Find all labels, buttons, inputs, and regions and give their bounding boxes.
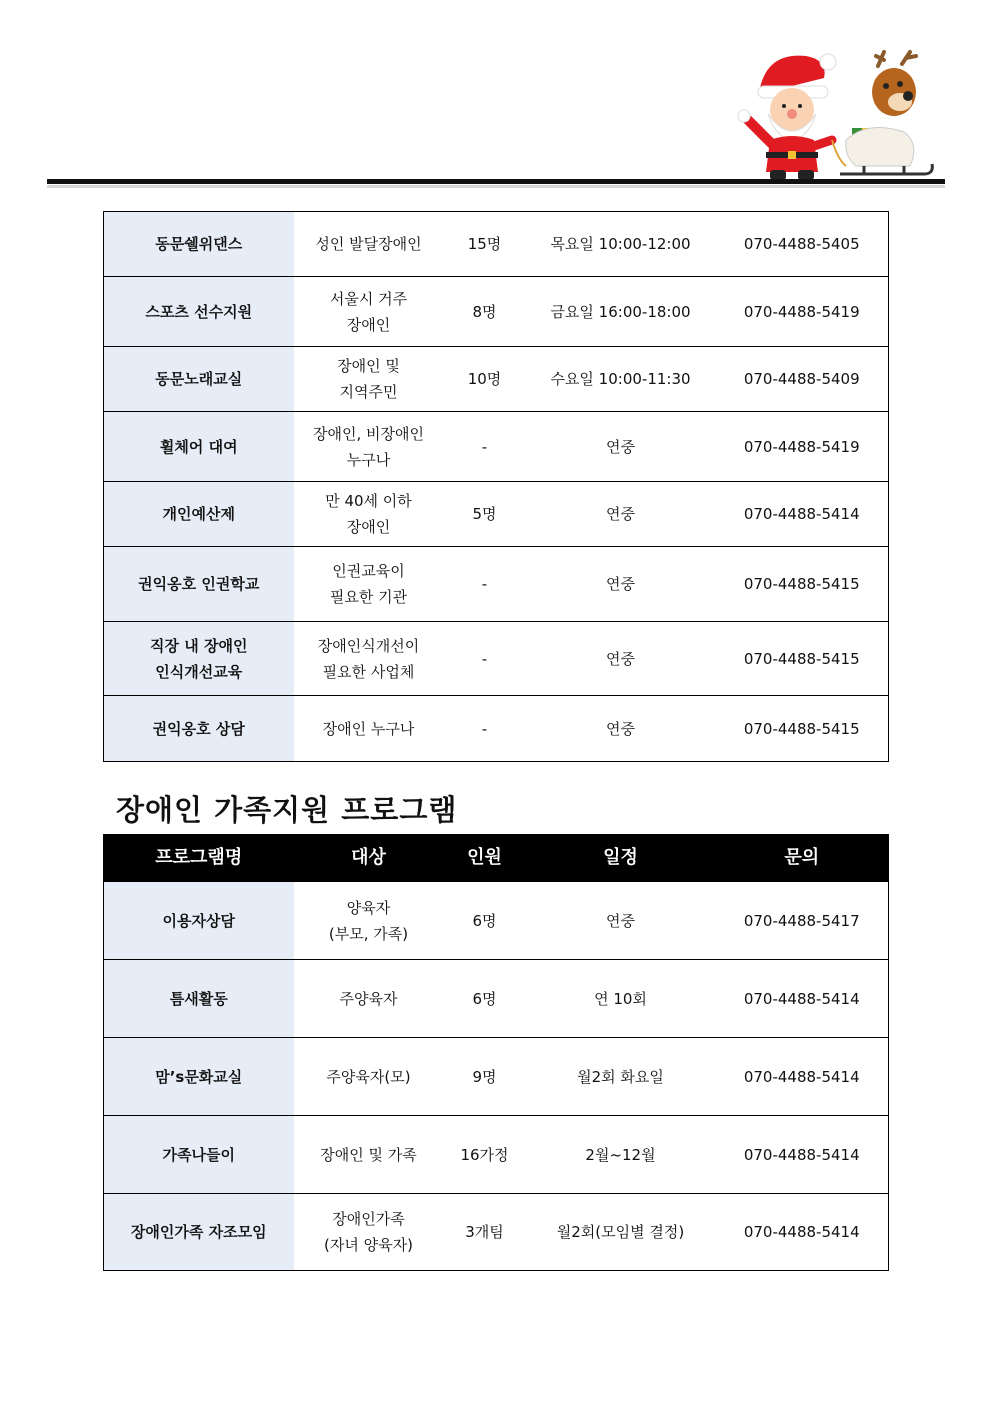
- target-cell: [294, 482, 444, 547]
- target-cell: [294, 696, 444, 762]
- program-name-cell: [104, 277, 294, 347]
- target-cell: [294, 547, 444, 622]
- family-program-table: [103, 834, 889, 1271]
- cell-line: 장애인: [346, 518, 391, 536]
- count-cell: -: [444, 547, 526, 622]
- cell-line: 장애인 및 가족: [320, 1145, 417, 1164]
- count-cell: 16가정: [444, 1116, 526, 1194]
- schedule-cell: 금요일 16:00-18:00: [526, 277, 716, 347]
- cell-line: 인식개선교육: [155, 662, 243, 681]
- cell-line: (자녀 양육자): [324, 1236, 413, 1254]
- section-title: 장애인 가족지원 프로그램: [116, 793, 458, 827]
- cell-line: 장애인가족 자조모임: [130, 1223, 267, 1241]
- schedule-cell: 연중: [526, 412, 716, 482]
- cell-line: 장애인가족: [332, 1210, 405, 1228]
- program-name-cell: [104, 547, 294, 622]
- cell-line: 장애인식개선이: [317, 636, 420, 655]
- reindeer-icon: [840, 52, 932, 174]
- target-cell: [294, 1194, 444, 1271]
- target-cell: [294, 412, 444, 482]
- program-name-cell: [104, 696, 294, 762]
- schedule-cell: 연중: [526, 482, 716, 547]
- program-name-cell: [104, 212, 294, 277]
- contact-cell: 070-4488-5414: [716, 1038, 889, 1116]
- contact-cell: 070-4488-5409: [716, 347, 889, 412]
- schedule-cell: 연 10회: [526, 960, 716, 1038]
- contact-cell: 070-4488-5405: [716, 212, 889, 277]
- contact-cell: 070-4488-5419: [716, 412, 889, 482]
- table-row: [104, 347, 889, 412]
- header-schedule: 일정: [526, 835, 716, 882]
- table-row: [104, 1038, 889, 1116]
- cell-line: 주양육자(모): [326, 1067, 411, 1086]
- table-row: [104, 482, 889, 547]
- cell-line: 가족나들이: [162, 1145, 235, 1164]
- program-name-cell: [104, 347, 294, 412]
- program-name-cell: [104, 882, 294, 960]
- table-row: [104, 622, 889, 696]
- program-name-cell: [104, 1116, 294, 1194]
- header-count: 인원: [444, 835, 526, 882]
- contact-cell: 070-4488-5415: [716, 622, 889, 696]
- target-cell: [294, 960, 444, 1038]
- contact-cell: 070-4488-5415: [716, 547, 889, 622]
- schedule-cell: 연중: [526, 882, 716, 960]
- count-cell: 9명: [444, 1038, 526, 1116]
- count-cell: 6명: [444, 882, 526, 960]
- program-name-cell: [104, 412, 294, 482]
- schedule-cell: 월2회(모임별 결정): [526, 1194, 716, 1271]
- cell-line: 지역주민: [339, 383, 398, 401]
- table-row: [104, 882, 889, 960]
- header-contact: 문의: [716, 835, 889, 882]
- target-cell: [294, 1038, 444, 1116]
- schedule-cell: 수요일 10:00-11:30: [526, 347, 716, 412]
- target-cell: [294, 882, 444, 960]
- contact-cell: 070-4488-5419: [716, 277, 889, 347]
- schedule-cell: 연중: [526, 696, 716, 762]
- cell-line: 장애인 누구나: [322, 719, 415, 738]
- cell-line: 권익옹호 인권학교: [138, 575, 260, 593]
- cell-line: 필요한 기관: [329, 588, 408, 606]
- cell-line: 동문노래교실: [155, 370, 243, 388]
- cell-line: 직장 내 장애인: [150, 636, 248, 655]
- program-name-cell: [104, 960, 294, 1038]
- cell-line: 양육자: [346, 898, 391, 917]
- target-cell: [294, 347, 444, 412]
- cell-line: 권익옹호 상담: [152, 719, 245, 738]
- cell-line: 주양육자: [339, 989, 398, 1008]
- count-cell: 15명: [444, 212, 526, 277]
- target-cell: [294, 622, 444, 696]
- cell-line: 서울시 거주: [329, 289, 408, 308]
- count-cell: 3개팀: [444, 1194, 526, 1271]
- schedule-cell: 연중: [526, 622, 716, 696]
- cell-line: 휠체어 대여: [159, 437, 238, 456]
- schedule-cell: 목요일 10:00-12:00: [526, 212, 716, 277]
- header-program-name: 프로그램명: [104, 835, 294, 882]
- contact-cell: 070-4488-5414: [716, 960, 889, 1038]
- cell-line: 틈새활동: [169, 989, 228, 1008]
- cell-line: 동문쉘위댄스: [155, 235, 243, 253]
- table-header-row: [104, 835, 889, 882]
- table-row: [104, 696, 889, 762]
- target-cell: [294, 1116, 444, 1194]
- contact-cell: 070-4488-5415: [716, 696, 889, 762]
- header-target: 대상: [294, 835, 444, 882]
- cell-line: 만 40세 이하: [325, 492, 412, 510]
- program-name-cell: [104, 1194, 294, 1271]
- count-cell: 6명: [444, 960, 526, 1038]
- cell-line: 성인 발달장애인: [315, 235, 422, 253]
- cell-line: 장애인, 비장애인: [313, 424, 424, 443]
- cell-line: 이용자상담: [162, 911, 235, 930]
- target-cell: [294, 212, 444, 277]
- count-cell: 5명: [444, 482, 526, 547]
- contact-cell: 070-4488-5417: [716, 882, 889, 960]
- program-name-cell: [104, 622, 294, 696]
- santa-icon: [738, 54, 836, 180]
- program-table: [103, 211, 889, 762]
- table-row: [104, 212, 889, 277]
- table-row: [104, 547, 889, 622]
- header-divider-shadow: [47, 185, 945, 188]
- program-name-cell: [104, 1038, 294, 1116]
- target-cell: [294, 277, 444, 347]
- cell-line: (부모, 가족): [328, 924, 409, 943]
- table-row: [104, 412, 889, 482]
- table-row: [104, 277, 889, 347]
- contact-cell: 070-4488-5414: [716, 1194, 889, 1271]
- cell-line: 스포츠 선수지원: [145, 302, 253, 321]
- cell-line: 장애인 및: [337, 357, 400, 375]
- cell-line: 장애인: [346, 315, 391, 334]
- schedule-cell: 월2회 화요일: [526, 1038, 716, 1116]
- contact-cell: 070-4488-5414: [716, 1116, 889, 1194]
- table-row: [104, 1116, 889, 1194]
- count-cell: 10명: [444, 347, 526, 412]
- program-name-cell: [104, 482, 294, 547]
- santa-and-reindeer-icon: [728, 48, 948, 184]
- cell-line: 필요한 사업체: [322, 662, 415, 681]
- cell-line: 인권교육이: [332, 562, 405, 580]
- cell-line: 개인예산제: [162, 505, 235, 523]
- schedule-cell: 연중: [526, 547, 716, 622]
- count-cell: -: [444, 622, 526, 696]
- count-cell: -: [444, 412, 526, 482]
- count-cell: -: [444, 696, 526, 762]
- cell-line: 누구나: [346, 450, 391, 469]
- cell-line: 맘’s문화교실: [155, 1067, 243, 1086]
- schedule-cell: 2월~12월: [526, 1116, 716, 1194]
- count-cell: 8명: [444, 277, 526, 347]
- contact-cell: 070-4488-5414: [716, 482, 889, 547]
- table-row: [104, 960, 889, 1038]
- table-row: [104, 1194, 889, 1271]
- header-divider: [47, 179, 945, 184]
